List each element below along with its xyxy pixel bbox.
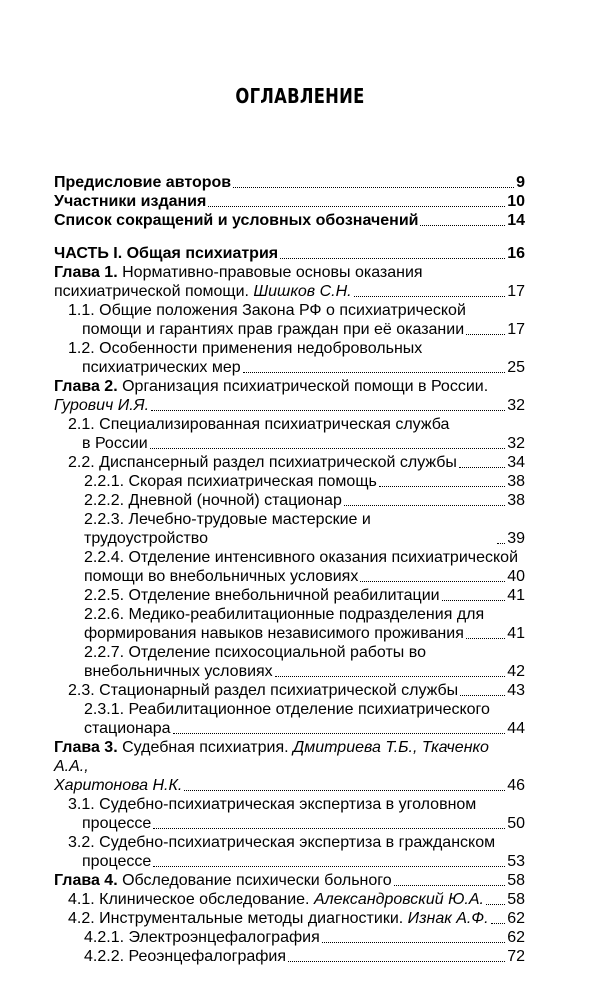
dot-leader: [379, 486, 505, 487]
toc-entry-part-1[interactable]: [54, 244, 525, 263]
toc-entry-label: 2.2.4. Отделение интенсивного оказания психиатрической: [84, 549, 519, 566]
toc-page-number: 62: [507, 929, 525, 946]
toc-page-number: 58: [507, 891, 525, 908]
toc-entry-label-cont: помощи во внебольничных условиях: [84, 568, 359, 585]
toc-entry-label: 3.1. Судебно-психиатрическая экспертиза в уголовном: [68, 796, 477, 813]
toc-entry-2-1[interactable]: [54, 415, 525, 453]
toc-entry-label: 4.1. Клиническое обследование.: [68, 891, 310, 908]
chapter-title: Организация психиатрической помощи в России.: [122, 378, 489, 395]
dot-leader: [280, 258, 505, 259]
toc-entry-2-2-6[interactable]: [54, 605, 525, 643]
toc-page-number: 44: [507, 720, 525, 737]
toc-page-number: 50: [507, 815, 525, 832]
dot-leader: [460, 695, 505, 696]
toc-page-number: 32: [507, 397, 525, 414]
toc-entry-label: 2.2.5. Отделение внебольничной реабилитации: [84, 587, 440, 604]
chapter-title: Судебная психиатрия.: [122, 739, 289, 756]
toc-entry-2-2-3[interactable]: [54, 510, 525, 548]
toc-entry-2-3[interactable]: [54, 681, 525, 700]
toc-entry-abbreviations[interactable]: [54, 211, 525, 230]
toc-entry-label: 2.2.6. Медико-реабилитационные подразделения для: [84, 606, 485, 623]
toc-entry-preface[interactable]: [54, 173, 525, 192]
toc-entry-label-cont: в России: [82, 435, 148, 452]
toc-entry-label: Участники издания: [54, 193, 207, 210]
toc-entry-label: 2.2. Диспансерный раздел психиатрической службы: [68, 454, 457, 471]
toc-page-number: 9: [516, 174, 525, 191]
toc-entry-4-2[interactable]: [54, 909, 525, 928]
toc-page-number: 14: [507, 212, 525, 229]
toc-entry-label: 1.2. Особенности применения недобровольных: [68, 340, 423, 357]
toc-entry-label-cont: помощи и гарантиях прав граждан при её оказании: [82, 321, 465, 338]
toc-page-number: 40: [507, 568, 525, 585]
chapter-author: Гурович И.Я.: [54, 397, 150, 414]
chapter-label: Глава 4.: [54, 872, 118, 889]
toc-entry-contributors[interactable]: [54, 192, 525, 211]
toc-entry-3-2[interactable]: [54, 833, 525, 871]
dot-leader: [497, 543, 505, 544]
dot-leader: [486, 904, 505, 905]
toc-entry-4-1[interactable]: [54, 890, 525, 909]
toc-page-number: 58: [507, 872, 525, 889]
toc-entry-3-1[interactable]: [54, 795, 525, 833]
toc-page-number: 43: [507, 682, 525, 699]
toc-entry-label: 2.1. Специализированная психиатрическая служба: [68, 416, 450, 433]
toc-entry-label: 1.1. Общие положения Закона РФ о психиатрической: [68, 302, 466, 319]
toc-page-number: 72: [507, 948, 525, 965]
toc-page-number: 41: [507, 587, 525, 604]
toc-page-number: 16: [507, 245, 525, 262]
toc-entry-2-2-2[interactable]: [54, 491, 525, 510]
toc-entry-2-3-1[interactable]: [54, 700, 525, 738]
dot-leader: [275, 676, 506, 677]
chapter-title: Нормативно-правовые основы оказания: [122, 264, 423, 281]
toc-entry-1-1[interactable]: [54, 301, 525, 339]
toc-entry-chapter-4[interactable]: [54, 871, 525, 890]
toc-page-number: 10: [507, 193, 525, 210]
dot-leader: [153, 866, 505, 867]
toc-page-number: 41: [507, 625, 525, 642]
dot-leader: [173, 733, 506, 734]
dot-leader: [151, 410, 505, 411]
toc-page-number: 42: [507, 663, 525, 680]
dot-leader: [360, 581, 505, 582]
toc-entry-1-2[interactable]: [54, 339, 525, 377]
toc-entry-label: 2.3. Стационарный раздел психиатрической службы: [68, 682, 459, 699]
toc-entry-label: 4.2.2. Реоэнцефалография: [84, 948, 286, 965]
toc-entry-label: 2.3.1. Реабилитационное отделение психиатрического: [84, 701, 490, 718]
dot-leader: [344, 505, 505, 506]
toc-page-number: 25: [507, 359, 525, 376]
toc-entry-label-cont: внебольничных условиях: [84, 663, 273, 680]
toc-page-number: 38: [507, 492, 525, 509]
toc-page-number: 62: [507, 910, 525, 927]
toc-entry-label-cont: психиатрических мер: [82, 359, 241, 376]
toc-entry-label: 2.2.3. Лечебно-трудовые мастерские и трудоустройство: [84, 511, 371, 547]
toc-entry-label-cont: стационара: [84, 720, 171, 737]
chapter-author: Дмитриева Т.Б., Ткаченко А.А.,: [54, 739, 489, 775]
toc-entry-label-cont: формирования навыков независимого проживания: [84, 625, 464, 642]
dot-leader: [394, 885, 506, 886]
toc-page-number: 17: [507, 321, 525, 338]
toc-entry-chapter-2[interactable]: [54, 377, 525, 415]
toc-entry-label: 2.2.7. Отделение психосоциальной работы во: [84, 644, 426, 661]
toc-entry-label: 3.2. Судебно-психиатрическая экспертиза в гражданском: [68, 834, 496, 851]
toc-entry-2-2[interactable]: [54, 453, 525, 472]
toc-page-number: 46: [507, 777, 525, 794]
toc-entry-2-2-4[interactable]: [54, 548, 525, 586]
toc-entry-label-cont: процессе: [82, 815, 152, 832]
toc-entry-label: Предисловие авторов: [54, 174, 232, 191]
chapter-label: Глава 2.: [54, 378, 118, 395]
toc-page-number: 38: [507, 473, 525, 490]
toc-entry-4-2-2[interactable]: [54, 947, 525, 966]
dot-leader: [491, 923, 506, 924]
toc-entry-4-2-1[interactable]: [54, 928, 525, 947]
toc-entry-label-cont: процессе: [82, 853, 152, 870]
dot-leader: [354, 296, 506, 297]
toc-entry-label: 4.2.1. Электроэнцефалография: [84, 929, 320, 946]
dot-leader: [420, 225, 505, 226]
toc-entry-2-2-5[interactable]: [54, 586, 525, 605]
section-author: Александровский Ю.А.: [313, 891, 484, 908]
dot-leader: [466, 334, 505, 335]
dot-leader: [243, 372, 506, 373]
toc-entry-label: ЧАСТЬ I. Общая психиатрия: [54, 245, 279, 262]
dot-leader: [322, 942, 505, 943]
dot-leader: [184, 790, 505, 791]
chapter-label: Глава 1.: [54, 264, 118, 281]
chapter-label: Глава 3.: [54, 739, 118, 756]
page-title: ОГЛАВЛЕНИЕ: [235, 84, 365, 108]
toc-page-number: 53: [507, 853, 525, 870]
toc-page-number: 34: [507, 454, 525, 471]
section-author: Изнак А.Ф.: [407, 910, 489, 927]
toc-entry-label: 2.2.2. Дневной (ночной) стационар: [84, 492, 342, 509]
chapter-author-cont: Харитонова Н.К.: [54, 777, 183, 794]
toc-entry-chapter-1[interactable]: [54, 263, 525, 301]
toc-entry-label: 4.2. Инструментальные методы диагностики.: [68, 910, 404, 927]
toc-entry-2-2-1[interactable]: [54, 472, 525, 491]
toc-page-number: 32: [507, 435, 525, 452]
table-of-contents: [54, 173, 525, 966]
toc-page-number: 17: [507, 283, 525, 300]
toc-entry-label: 2.2.1. Скорая психиатрическая помощь: [84, 473, 377, 490]
toc-entry-label: Список сокращений и условных обозначений: [54, 212, 419, 229]
chapter-title-cont: психиатрической помощи.: [54, 283, 249, 300]
chapter-author: Шишков С.Н.: [253, 283, 352, 300]
dot-leader: [466, 638, 505, 639]
toc-page-number: 39: [507, 530, 525, 547]
toc-entry-2-2-7[interactable]: [54, 643, 525, 681]
dot-leader: [288, 961, 505, 962]
dot-leader: [153, 828, 505, 829]
chapter-title: Обследование психически больного: [122, 872, 392, 889]
dot-leader: [442, 600, 506, 601]
toc-entry-chapter-3[interactable]: [54, 738, 525, 795]
dot-leader: [150, 448, 506, 449]
dot-leader: [233, 187, 514, 188]
dot-leader: [208, 206, 505, 207]
dot-leader: [459, 467, 505, 468]
